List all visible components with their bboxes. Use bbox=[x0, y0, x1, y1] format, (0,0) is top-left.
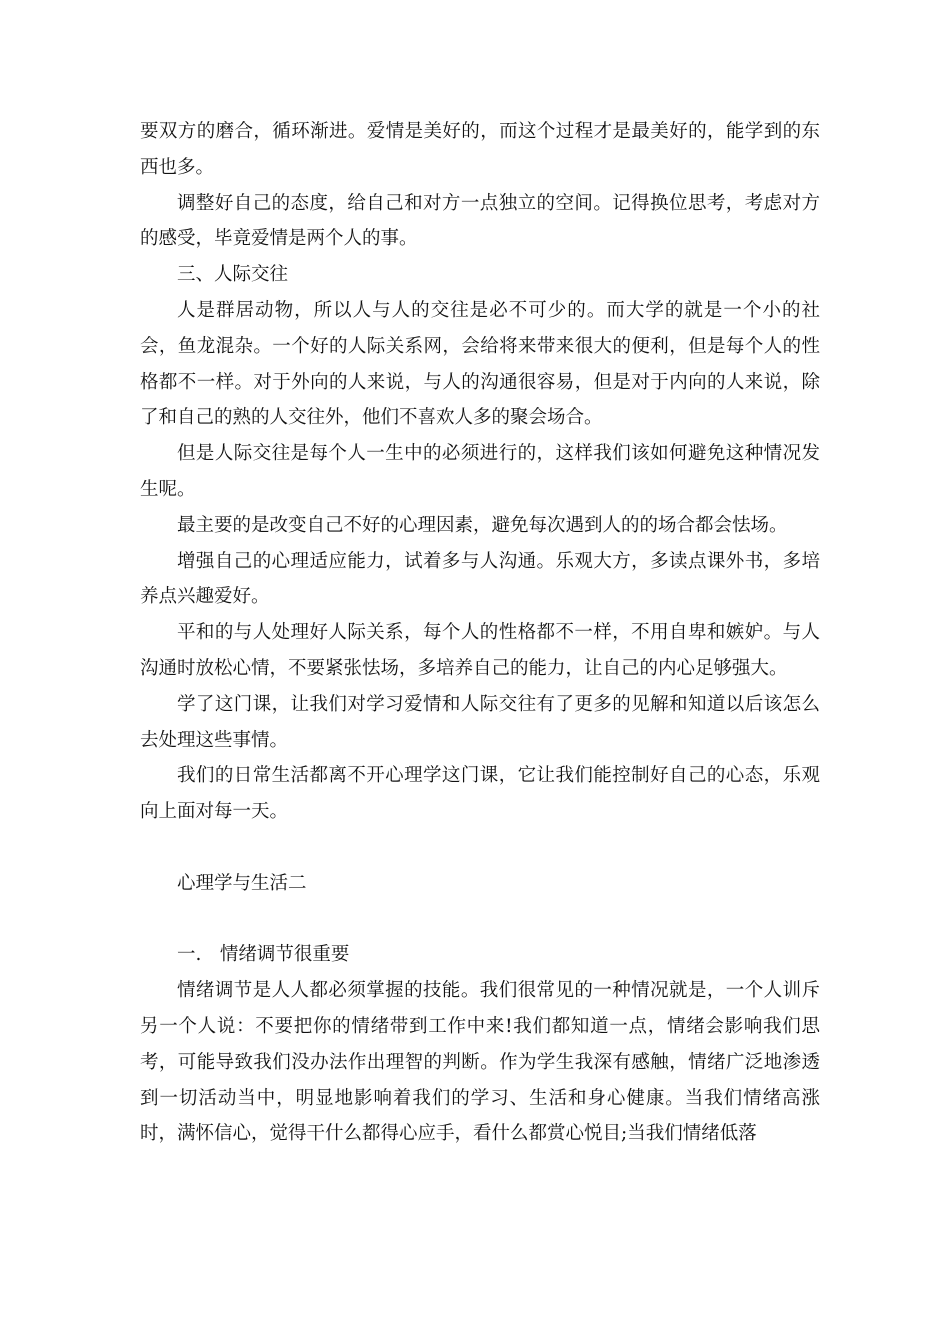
paragraph: 增强自己的心理适应能力，试着多与人沟通。乐观大方，多读点课外书，多培养点兴趣爱好。 bbox=[140, 550, 820, 608]
paragraph-continuation: 要双方的磨合，循环渐进。爱情是美好的，而这个过程才是最美好的，能学到的东西也多。 bbox=[140, 121, 820, 178]
paragraph: 情绪调节是人人都必须掌握的技能。我们很常见的一种情况就是，一个人训斥另一个人说：不要把你的情绪带到工作中来!我们都知道一点，情绪会影响我们思考，可能导致我们没办法作出理智的判断。作为学生我深有感触，情绪广泛地渗透到一切活动当中，明显地影响着我们的学习、生活和身心健康。当我们情绪高涨时，满怀信心，觉得干什么都得心应手，看什么都赏心悦目;当我们情绪低落 bbox=[140, 980, 820, 1145]
paragraph: 最主要的是改变自己不好的心理因素，避免每次遇到人的的场合都会怯场。 bbox=[177, 514, 788, 536]
paragraph: 人是群居动物，所以人与人的交往是必不可少的。而大学的就是一个小的社会，鱼龙混杂。一个好的人际关系网，会给将来带来很大的便利，但是每个人的性格都不一样。对于外向的人来说，与人的沟通很容易，但是对于内向的人来说，除了和自己的熟的人交往外，他们不喜欢人多的聚会场合。 bbox=[140, 299, 820, 429]
paragraph: 调整好自己的态度，给自己和对方一点独立的空间。记得换位思考，考虑对方的感受，毕竟爱情是两个人的事。 bbox=[140, 192, 820, 250]
subheading-emotion-regulation: 一. 情绪调节很重要 bbox=[177, 944, 350, 966]
spacer bbox=[140, 830, 820, 866]
paragraph: 学了这门课，让我们对学习爱情和人际交往有了更多的见解和知道以后该怎么去处理这些事情。 bbox=[140, 693, 820, 751]
spacer bbox=[140, 902, 820, 938]
paragraph: 平和的与人处理好人际关系，每个人的性格都不一样，不用自卑和嫉妒。与人沟通时放松心情，不要紧张怯场，多培养自己的能力，让自己的内心足够强大。 bbox=[140, 622, 820, 679]
paragraph: 但是人际交往是每个人一生中的必须进行的，这样我们该如何避免这种情况发生呢。 bbox=[140, 443, 820, 500]
section-heading-interpersonal: 三、人际交往 bbox=[177, 264, 289, 286]
section-title: 心理学与生活二 bbox=[177, 872, 307, 894]
document-body bbox=[140, 114, 820, 1152]
paragraph: 我们的日常生活都离不开心理学这门课，它让我们能控制好自己的心态，乐观向上面对每一天。 bbox=[140, 765, 820, 823]
